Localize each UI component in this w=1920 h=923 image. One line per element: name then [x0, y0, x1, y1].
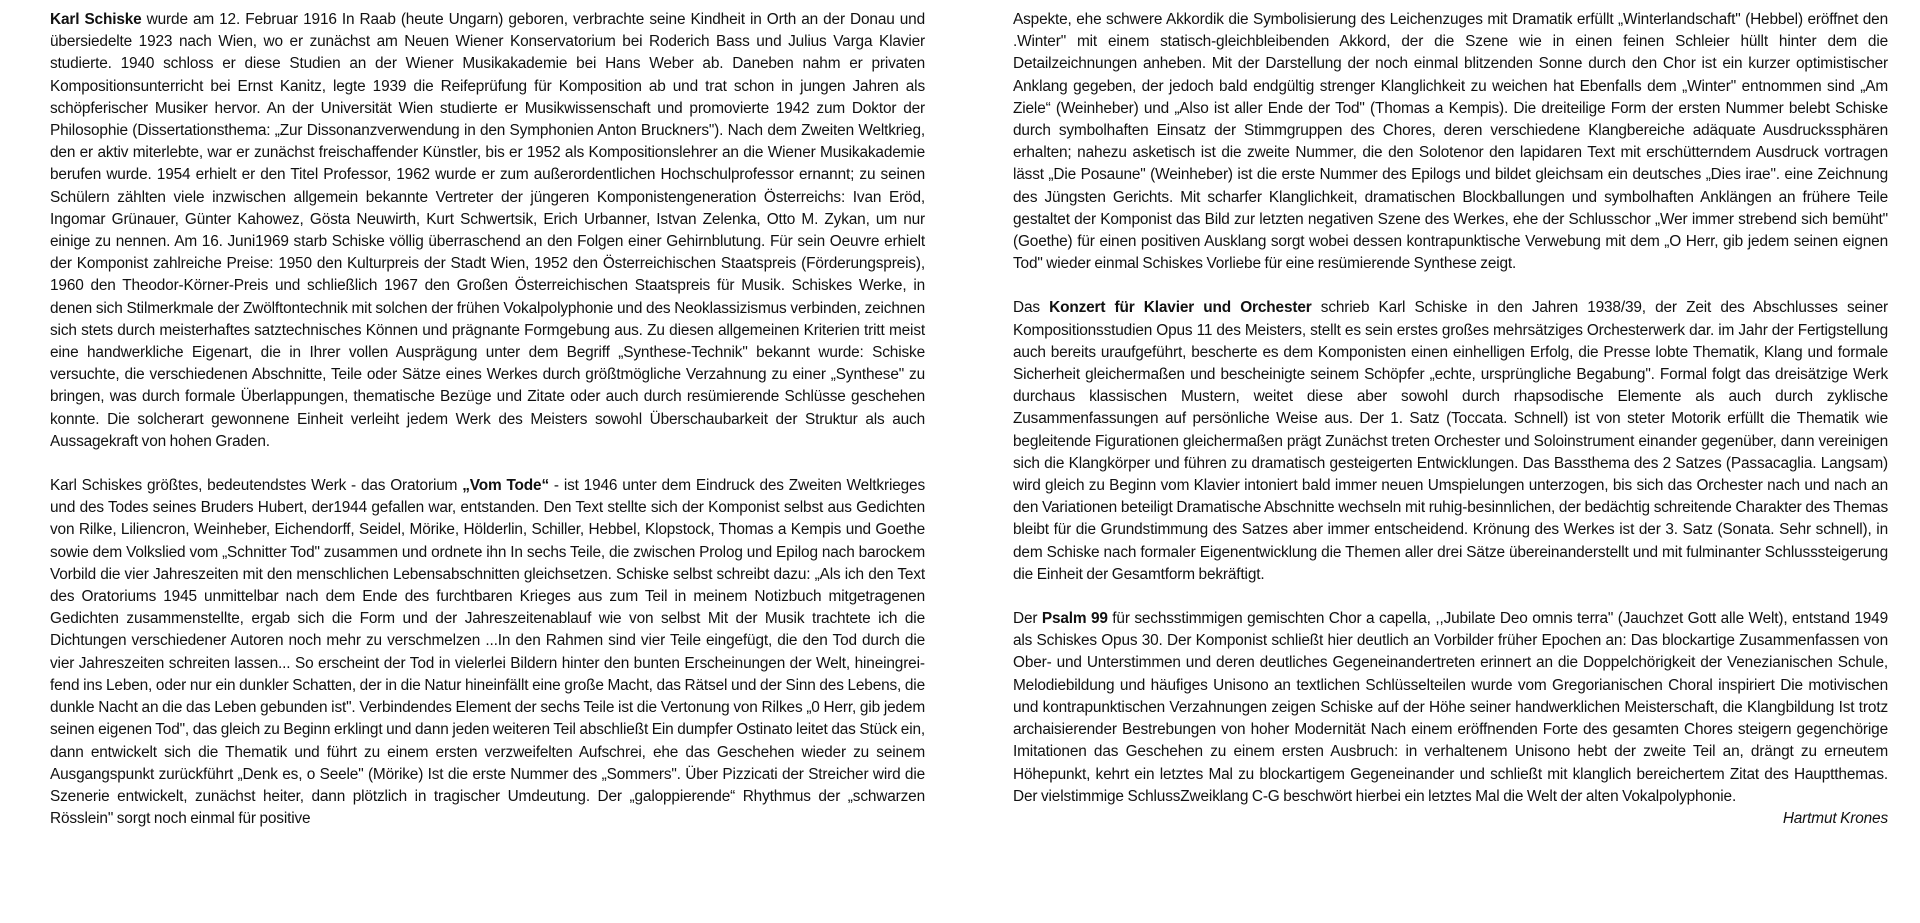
- biography-text: wurde am 12. Februar 1916 In Raab (heute Ungarn) geboren, verbrachte seine Kindheit in Orth an der Donau und übersiedelte 1923 nach Wien, wo er zunächst am Neuen Wiener Konservatorium bei Roderich Bass und Julius Varga Klavier studierte. 1940 schloss er diese Studien an der Wiener Musikakademie bei Hans Weber ab. Daneben nahm er privaten Kompositionsunterricht bei Ernst Kanitz, legte 1939 die Reifeprüfung für Komposition ab und trat schon in jungen Jahren als schöpferischer Musiker hervor. An der Universität Wien studierte er Musikwissenschaft und promovierte 1942 zum Doktor der Philosophie (Dissertationsthema: „Zur Dissonanzverwendung in den Symphonien Anton Bruckners"). Nach dem Zweiten Weltkrieg, den er aktiv miterlebte, war er zunächst freischaffender Künstler, bis er 1952 als Kompositionslehrer an die Wiener Musikakademie berufen wurde. 1954 erhielt er den Titel Professor, 1962 wurde er zum außerordentlichen Hochschulprofessor ernannt; zu seinen Schülern zählten viele inzwischen allgemein bekannte Vertreter der jüngeren Komponistengeneration Österreichs: Ivan Eröd, Ingomar Grünauer, Günter Kahowez, Gösta Neuwirth, Kurt Schwertsik, Erich Urbanner, Istvan Zelenka, Otto M. Zykan, um nur einige zu nennen. Am 16. Juni1969 starb Schiske völlig überraschend an den Folgen einer Gehirnblutung. Für sein Oeuvre erhielt der Komponist zahlreiche Preise: 1950 den Kulturpreis der Stadt Wien, 1952 den Österreichischen Staatspreis (Förderungspreis), 1960 den Theodor-Körner-Preis und schließlich 1967 den Großen Österreichischen Staatspreis für Musik. Schiskes Werke, in denen sich Stilmerkmale der Zwölftontechnik mit solchen der frühen Vokalpolyphonie und des Neoklassizismus verbinden, zeichnen sich stets durch meisterhaftes satztechnisches Können und prägnante Formgebung aus. Zu diesen allgemeinen Kriterien tritt meist eine handwerkliche Eigenart, die in Ihrer vollen Ausprägung unter dem Begriff „Synthese-Technik" bekannt wurde: Schiske versuchte, die verschiedenen Abschnitte, Teile oder Sätze eines Werkes durch größtmögliche Verzahnung zu einer „Synthese" zu bringen, was durch formale Überlappungen, thematische Bezüge und Zitate oder auch durch resümierende Schlüsse geschehen konnte. Die solcherart gewonnene Einheit verleiht jedem Werk des Meisters sowohl Überschaubarkeit der Struktur als auch Aussagekraft von hohen Graden.: [50, 11, 925, 450]
- oratorium-text: - ist 1946 unter dem Eindruck des Zweiten Weltkrieges und des Todes seines Bruders Hubert, der1944 gefallen war, entstanden. Den Text stellte sich der Komponist selbst aus Gedichten von Rilke, Liliencron, Weinheber, Eichendorff, Seidel, Mörike, Hölderlin, Schiller, Hebbel, Klopstock, Thomas a Kempis und Goethe sowie dem Volkslied vom „Schnitter Tod" zusammen und ordnete ihn In sechs Teile, die zwischen Prolog und Epilog nach barockem Vorbild die vier Jahreszeiten mit den menschlichen Lebensabschnitten gleichsetzen. Schiske selbst schreibt dazu: „Als ich den Text des Oratoriums 1945 unmittelbar nach dem Ende des furchtbaren Krieges aus zum Teil in meinem Notizbuch mitgetragenen Gedichten zusammenstellte, ergab sich die Form und der Jahreszeitenablauf wie von selbst Mit der Musik trachtete ich die Dichtungen verschiedener Autoren noch mehr zu verschmelzen ...In den Rahmen sind vier Teile eingefügt, die den Tod durch die vier Jahreszeiten schreiten lassen... So erscheint der Tod in vielerlei Bildern hinter den bunten Erscheinungen der Welt, hineingreifend ins Leben, oder nur ein dunkler Schatten, der in die Natur hineinfällt eine große Macht, das Rätsel und der Sinn des Lebens, die dunkle Nacht an die das Leben gebunden ist". Verbindendes Element der sechs Teile ist die Vertonung von Rilkes „0 Herr, gib jedem seinen eigenen Tod", das gleich zu Beginn erklingt und dann jeden weiteren Teil abschließt Ein dumpfer Ostinato leitet das Stück ein, dann entwickelt sich die Thematik und führt zu einem ersten verzweifelten Aufschrei, ehe das Geschehen wieder zu seinem Ausgangspunkt zurückführt „Denk es, o Seele" (Mörike) Ist die erste Nummer des „Sommers". Über Pizzicati der Streicher wird die Szenerie entwickelt, zunächst heiter, dann plötzlich in tragischer Umdeutung. Der „galoppierende“ Rhythmus der „schwarzen Rösslein" sorgt noch einmal für positive: [50, 477, 925, 828]
- oratorium-title: „Vom Tode“: [462, 477, 550, 495]
- piano-concerto-intro: Das: [1013, 299, 1050, 317]
- author-signature: Hartmut Krones: [1782, 809, 1888, 827]
- psalm-title: Psalm 99: [1041, 610, 1108, 628]
- psalm-text: für sechsstimmigen gemischten Chor a capella, ,,Jubilate Deo omnis terra" (Jauchzet Gott alle Welt), entstand 1949 als Schiskes Opus 30. Der Komponist schließt hier deutlich an Vorbilder früher Epochen an: Das blockartige Zusammenfassen von Ober- und Unterstimmen und deren deutliches Gegeneinandertreten erinnert an die Doppelchörigkeit der Venezianischen Schule, Melodiebildung und häufiges Unisono an textlichen Schlüsselteilen wurde vom Gregorianischen Choral inspiriert Die motivischen und kontrapunktischen Verzahnungen zeigen Schiske auf der Höhe seiner handwerklichen Meisterschaft, die Klangbildung Ist trotz archaisierender Bestrebungen von hoher Modernität Nach einem eröffnenden Forte des gesamten Chores steigern gegenchörige Imitationen das Geschehen zu einem ersten Ausbruch: in verhaltenem Unisono hebt der zweite Teil an, drängt zu erneutem Höhepunkt, kehrt ein letztes Mal zu blockartigem Gegeneinander und schließt mit klanglich bereichertem Zitat des Hauptthemas. Der vielstimmige SchlussZweiklang C-G beschwört hierbei ein letztes Mal die Welt der alten Vokalpolyphonie.: [1013, 610, 1888, 805]
- piano-concerto-paragraph: [1013, 297, 1888, 586]
- right-column: [1013, 9, 1888, 830]
- psalm-paragraph: [1013, 608, 1888, 808]
- piano-concerto-text: schrieb Karl Schiske in den Jahren 1938/39, der Zeit des Abschlusses seiner Kompositionsstudien Opus 11 des Meisters, stellt es sein erstes großes mehrsätziges Orchesterwerk dar. im Jahr der Fertigstellung auch bereits uraufgeführt, bescherte es dem Komponisten einen einhelligen Erfolg, die Presse lobte Thematik, Klang und formale Sicherheit gleichermaßen und bescheinigte seinem Schöpfer „echte, ursprüngliche Begabung". Formal folgt das dreisätzige Werk durchaus klassischen Mustern, weitet diese aber sowohl durch rhapsodische Elemente als auch durch zyklische Zusammenfassungen auf persönliche Weise aus. Der 1. Satz (Toccata. Schnell) ist von steter Motorik erfüllt die Thematik wie begleitende Figurationen gleichermaßen prägt Zunächst treten Orchester und Soloinstrument einander gegenüber, dann vereinigen sich die Klangkörper und führen zu dramatisch gesteigerten Entwicklungen. Das Bassthema des 2 Satzes (Passacaglia. Langsam) wird gleich zu Beginn vom Klavier intoniert bald immer neuen Umspielungen unterzogen, bis sich das Orchester nach und nach an den Variationen beteiligt Dramatische Abschnitte wechseln mit ruhig-besinnlichen, der bedächtig schreitende Charakter des Themas bleibt für die Grundstimmung des Satzes aber immer entscheidend. Krönung des Werkes ist der 3. Satz (Sonata. Sehr schnell), in dem Schiske nach formaler Eigenentwicklung die Themen aller drei Sätze übereinanderstellt und mit fulminanter Schlusssteigerung die Einheit der Gesamtform bekräftigt.: [1013, 299, 1888, 583]
- psalm-intro: Der: [1013, 610, 1042, 628]
- biography-paragraph: [50, 9, 925, 453]
- oratorium-continued-text: Aspekte, ehe schwere Akkordik die Symbolisierung des Leichenzuges mit Dramatik erfüllt „Winterlandschaft" (Hebbel) eröffnet den .Winter" mit einem statisch-gleichbleibenden Akkord, der die Szene wie in einen feinen Schleier hüllt hinter dem die Detailzeichnungen anheben. Mit der Darstellung der noch einmal blitzenden Sonne durch den Chor ist ein kurzer optimistischer Anklang gegeben, der jedoch bald endgültig strenger Klanglichkeit zu weichen hat Ebenfalls dem „Winter" entnommen sind „Am Ziele“ (Weinheber) und „Also ist aller Ende der Tod" (Thomas a Kempis). Die dreiteilige Form der ersten Nummer belebt Schiske durch symbolhaften Einsatz der Stimmgruppen des Chores, deren verschiedene Klangbereiche adäquate Ausdruckssphären erhalten; nahezu asketisch ist die zweite Nummer, die den Solotenor den lapidaren Text mit erschütterndem Ausdruck vortragen lässt „Die Posaune" (Weinheber) ist die erste Nummer des Epilogs und bildet gleichsam ein deutsches „Dies irae". eine Zeichnung des Jüngsten Gerichts. Mit scharfer Klanglichkeit, dramatischen Blockballungen und symbolhaften Anklängen an frühere Teile gestaltet der Komponist das Bild zur letzten negativen Szene des Werkes, ehe der Schlusschor „Wer immer strebend sich bemüht" (Goethe) für einen positiven Ausklang sorgt wobei dessen kontrapunktische Verwebung mit dem „O Herr, gib jedem seinen eignen Tod" wieder einmal Schiskes Vorliebe für eine resümierende Synthese zeigt.: [1013, 11, 1888, 273]
- oratorium-intro: Karl Schiskes größtes, bedeutendstes Werk - das Oratorium: [50, 477, 463, 495]
- oratorium-continued-paragraph: [1013, 9, 1888, 275]
- left-column: [50, 9, 925, 830]
- oratorium-paragraph: [50, 475, 925, 830]
- composer-name: Karl Schiske: [50, 11, 142, 28]
- piano-concerto-title: Konzert für Klavier und Orchester: [1049, 299, 1312, 317]
